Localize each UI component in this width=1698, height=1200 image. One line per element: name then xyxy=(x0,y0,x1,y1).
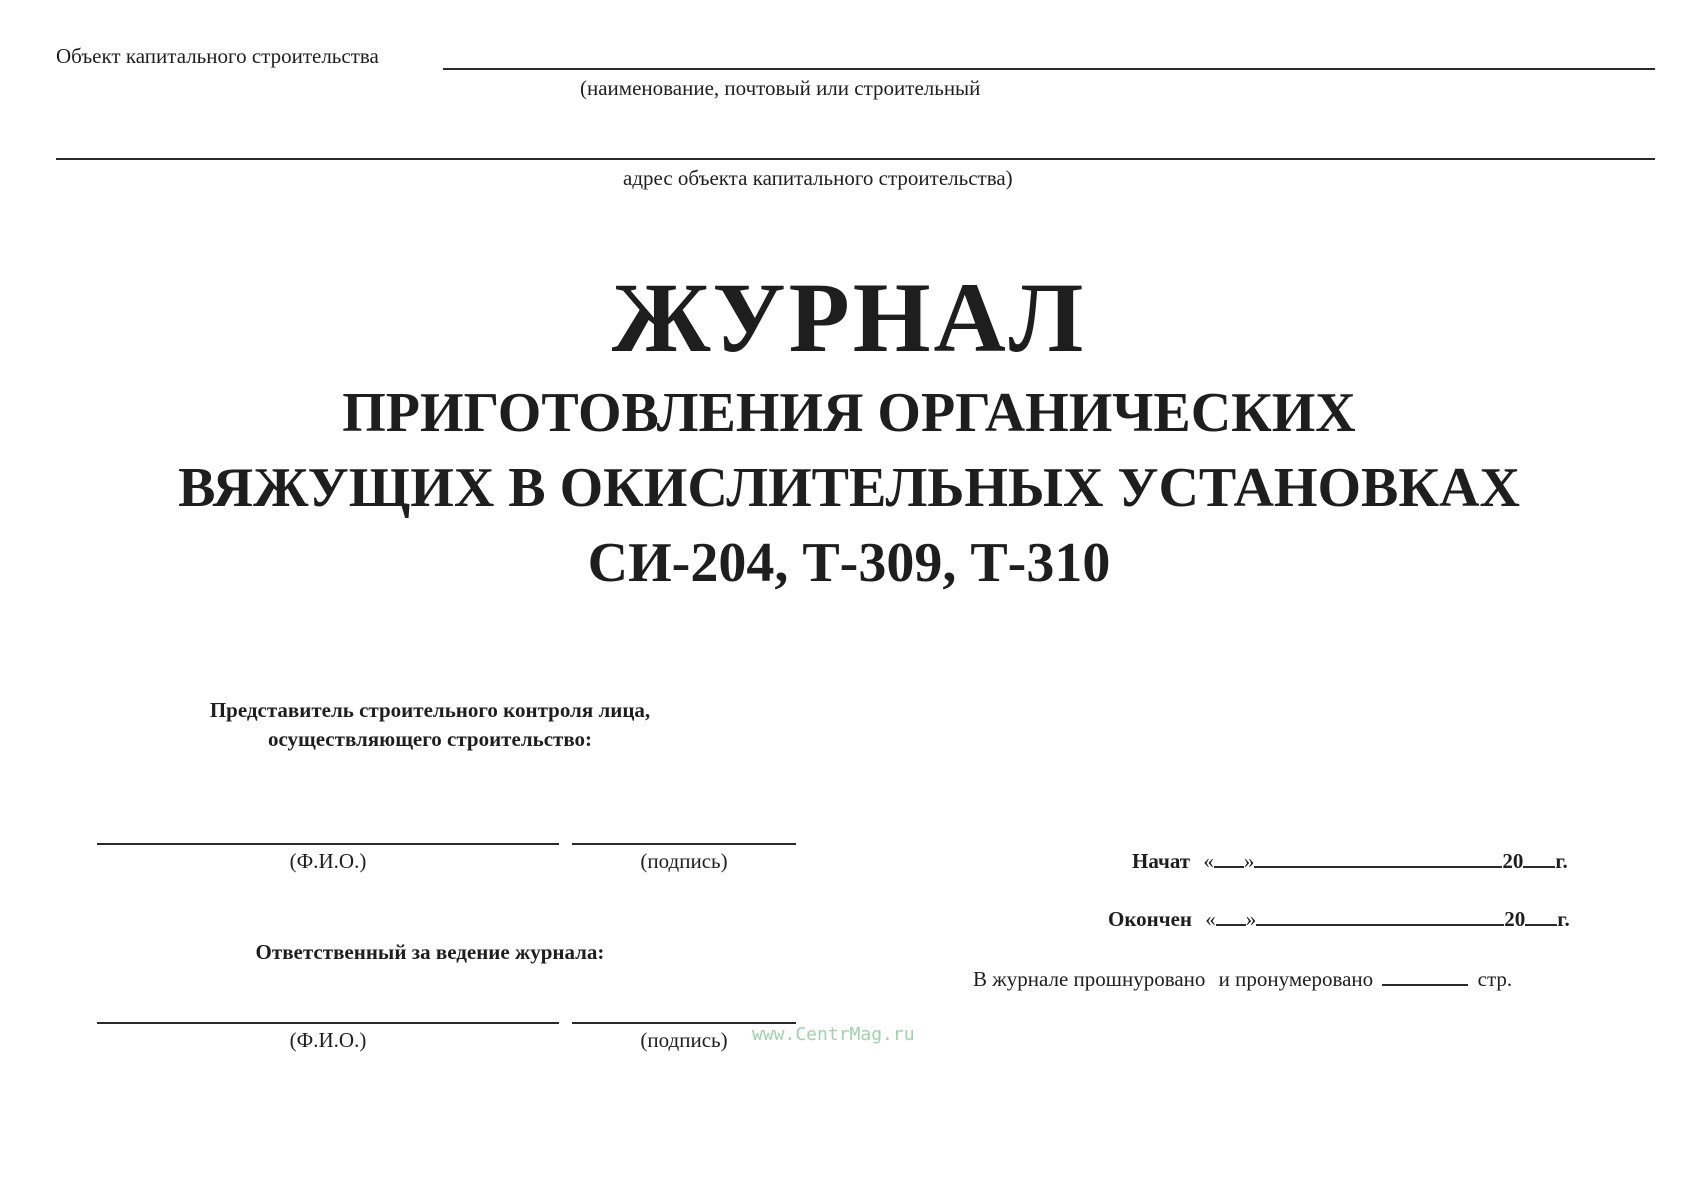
pages-count-blank xyxy=(1382,968,1468,986)
started-label: Начат xyxy=(1132,849,1191,873)
object-address-line xyxy=(56,158,1655,160)
representative-line-2: осуществляющего строительство: xyxy=(267,727,593,751)
signature-label-1: (подпись) xyxy=(640,849,728,873)
title-line-3: СИ-204, Т-309, Т-310 xyxy=(587,532,1111,594)
fio-label-1: (Ф.И.О.) xyxy=(289,849,367,873)
responsible-heading: Ответственный за ведение журнала: xyxy=(255,940,605,964)
ended-month-blank xyxy=(1256,908,1504,926)
year-prefix: 20 xyxy=(1504,907,1526,931)
fio-line-1 xyxy=(97,843,559,845)
fio-line-2 xyxy=(97,1022,559,1024)
signature-label-2: (подпись) xyxy=(640,1028,728,1052)
ended-row xyxy=(1108,908,1570,930)
representative-heading xyxy=(140,700,720,750)
started-month-blank xyxy=(1254,850,1502,868)
object-caption-1: (наименование, почтовый или строительный xyxy=(580,76,981,100)
started-year-blank xyxy=(1523,850,1555,868)
started-day-blank xyxy=(1214,850,1244,868)
year-suffix: г. xyxy=(1557,907,1570,931)
year-suffix: г. xyxy=(1555,849,1568,873)
object-label: Объект капитального строительства xyxy=(56,44,379,68)
object-name-line xyxy=(443,68,1655,70)
journal-title: ЖУРНАЛ xyxy=(611,262,1087,373)
pages-text-2: и пронумеровано xyxy=(1218,967,1374,991)
quote-close: » xyxy=(1243,849,1255,873)
pages-suffix: стр. xyxy=(1477,967,1513,991)
year-prefix: 20 xyxy=(1502,849,1524,873)
title-line-1: ПРИГОТОВЛЕНИЯ ОРГАНИЧЕСКИХ xyxy=(342,382,1356,444)
title-line-2: ВЯЖУЩИХ В ОКИСЛИТЕЛЬНЫХ УСТАНОВКАХ xyxy=(178,457,1520,519)
quote-open: « xyxy=(1203,849,1214,873)
pages-row xyxy=(973,968,1512,990)
watermark: www.CentrMag.ru xyxy=(752,1024,915,1045)
quote-open: « xyxy=(1205,907,1216,931)
signature-line-1 xyxy=(572,843,796,845)
quote-close: » xyxy=(1245,907,1257,931)
ended-label: Окончен xyxy=(1108,907,1193,931)
representative-line-1: Представитель строительного контроля лица, xyxy=(209,698,651,722)
ended-year-blank xyxy=(1525,908,1557,926)
started-row xyxy=(1132,850,1568,872)
ended-day-blank xyxy=(1216,908,1246,926)
pages-text-1: В журнале прошнуровано xyxy=(973,967,1206,991)
fio-label-2: (Ф.И.О.) xyxy=(289,1028,367,1052)
object-caption-2: адрес объекта капитального строительства) xyxy=(623,166,1013,190)
